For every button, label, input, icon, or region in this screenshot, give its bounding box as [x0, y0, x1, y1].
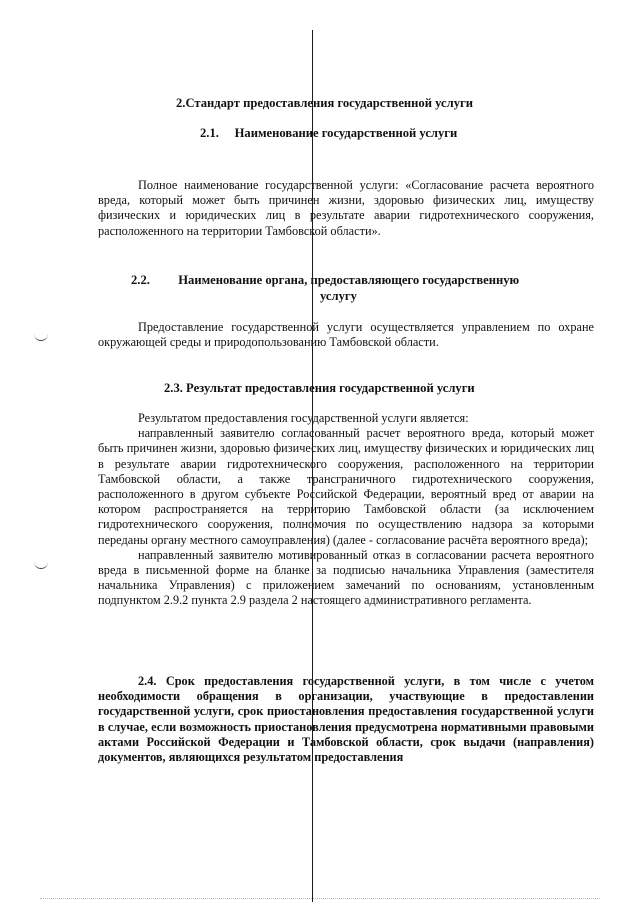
section-2-1-title: 2.1. Наименование государственной услуги — [200, 126, 458, 140]
section-2-2-title-line1: 2.2. Наименование органа, предоставляющего государственную — [131, 273, 520, 287]
margin-mark-2 — [34, 560, 48, 569]
section-2-2-paragraph — [98, 320, 594, 350]
section-2-1-text: Полное наименование государственной услуги: «Согласование расчета вероятного вреда, который может быть причинен жизни, здоровью физических лиц, имуществу физических и юридических лиц в результате аварии гидротехнического сооружения, расположенного на территории Тамбовской области». — [98, 178, 594, 238]
section-2-4-text: 2.4. Срок предоставления государственной услуги, в том числе с учетом необходимости обращения в организации, участвующие в предоставлении государственной услуги, срок приостановления предоставления государственной услуги в случае, если возможность приостановления предусмотрена нормативными правовыми актами Российской Федерации и Тамбовской области, срок выдачи (направления) документов, являющихся результатом предоставления — [98, 674, 594, 765]
section-2-3-title: 2.3. Результат предоставления государственной услуги — [164, 381, 475, 395]
section-2-3-paragraph — [98, 411, 594, 609]
margin-mark-1 — [34, 332, 48, 341]
section-2-3-item-2: направленный заявителю мотивированный отказ в согласовании расчета вероятного вреда в письменной форме на бланке за подписью начальника Управления (заместителя начальника Управления) с приложением замечаний по основаниям, установленным подпунктом 2.9.2 пункта 2.9 раздела 2 настоящего административного регламента. — [98, 547, 594, 608]
section-2-3-item-1: направленный заявителю согласованный расчет вероятного вреда, который может быть причинен жизни, здоровью физических лиц, имуществу физических и юридических лиц в результате аварии гидротехнического сооружения, расположенного на территории Тамбовской области, а также трансграничного гидротехнического сооружения, расположенного в другом субъекте Российской Федерации, вероятный вред от аварии на котором распространяется на территорию Тамбовской области (за исключением гидротехнического сооружения, полномочия по осуществлению надзора за которыми переданы органу местного самоуправления) (далее - согласование расчёта вероятного вреда); — [98, 426, 594, 547]
section-2-title: 2.Стандарт предоставления государственной услуги — [176, 96, 473, 110]
section-2-2-title-line2: услугу — [320, 289, 357, 303]
section-2-4-paragraph — [98, 674, 594, 765]
section-2-2-text: Предоставление государственной услуги осуществляется управлением по охране окружающей среды и природопользованию Тамбовской области. — [98, 320, 594, 350]
section-2-1-paragraph — [98, 178, 594, 239]
bottom-scan-edge — [40, 898, 600, 900]
section-2-3-intro: Результатом предоставления государственной услуги является: — [138, 411, 469, 425]
